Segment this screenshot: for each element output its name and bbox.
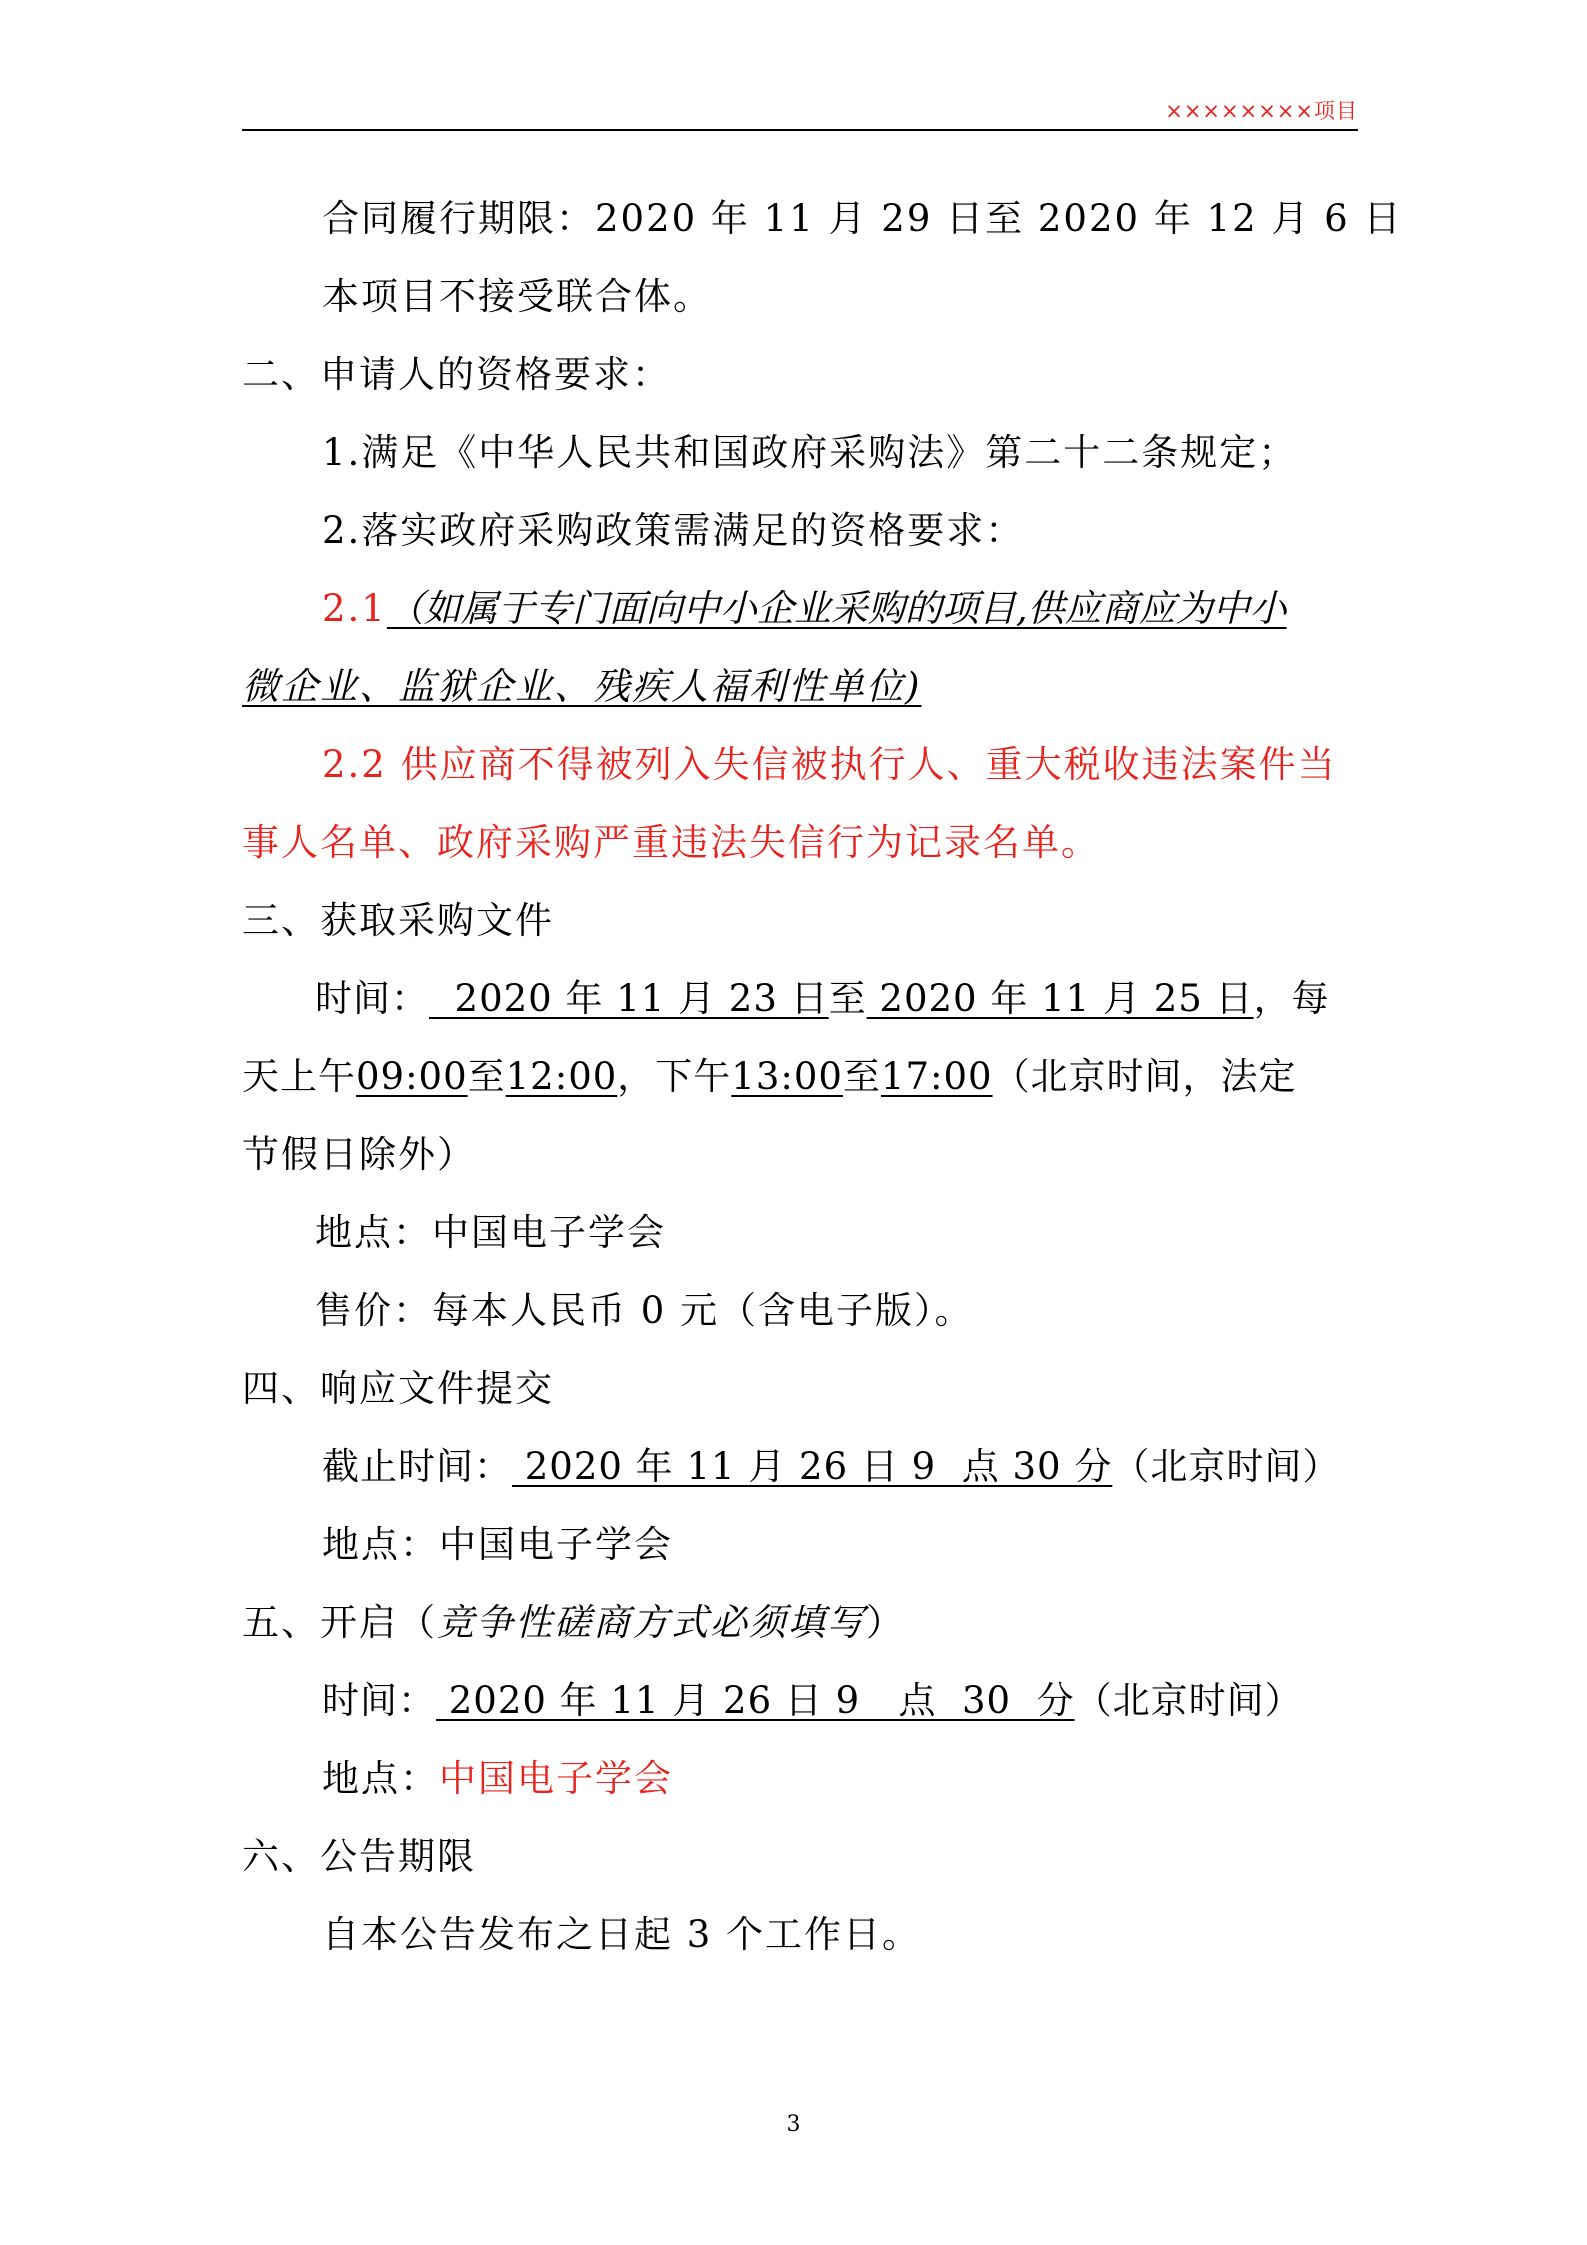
submission-deadline-label: 截止时间： bbox=[322, 1445, 512, 1488]
acquire-morning-label: 天上午 bbox=[242, 1055, 356, 1098]
no-consortium-note: 本项目不接受联合体。 bbox=[322, 275, 712, 318]
submission-deadline-timezone: （北京时间） bbox=[1112, 1445, 1341, 1488]
contract-period: 合同履行期限：2020 年 11 月 29 日至 2020 年 12 月 6 日 bbox=[322, 197, 1403, 240]
requirement-2-1-line-2 bbox=[242, 662, 1358, 712]
section-5-title-b: ） bbox=[866, 1601, 905, 1644]
acquire-am-end: 12:00 bbox=[505, 1055, 618, 1098]
requirement-2-1-number: 2.1 bbox=[322, 587, 387, 630]
acquire-time-every: ，每 bbox=[1253, 977, 1330, 1020]
requirement-2: 2.落实政府采购政策需满足的资格要求： bbox=[322, 509, 1025, 552]
section-4-title: 四、响应文件提交 bbox=[242, 1367, 554, 1410]
section-5-title bbox=[242, 1598, 1358, 1648]
acquire-afternoon-label: ，下午 bbox=[617, 1055, 732, 1098]
acquire-timezone-note: （北京时间，法定 bbox=[992, 1055, 1297, 1098]
opening-time-timezone: （北京时间） bbox=[1074, 1679, 1303, 1722]
acquire-time-start: 2020 年 11 月 23 日 bbox=[429, 977, 829, 1020]
section-5-title-note: 竞争性磋商方式必须填写 bbox=[437, 1601, 866, 1644]
acquire-price: 售价：每本人民币 0 元（含电子版）。 bbox=[315, 1289, 974, 1332]
header-divider bbox=[242, 129, 1358, 131]
requirement-2-2-line-2: 事人名单、政府采购严重违法失信行为记录名单。 bbox=[242, 821, 1100, 864]
acquire-time-end: 2020 年 11 月 25 日 bbox=[866, 977, 1254, 1020]
acquire-time-line-2 bbox=[242, 1052, 1358, 1102]
submission-deadline bbox=[322, 1442, 1358, 1492]
requirement-2-1-text-a: （如属于专门面向中小企业采购的项目,供应商应为中小 bbox=[386, 587, 1287, 630]
submission-deadline-value: 2020 年 11 月 26 日 9 点 30 分 bbox=[512, 1445, 1113, 1488]
section-3-title: 三、获取采购文件 bbox=[242, 899, 554, 942]
requirement-2-2-line-1: 2.2 供应商不得被列入失信被执行人、重大税收违法案件当 bbox=[322, 743, 1337, 786]
opening-time-value: 2020 年 11 月 26 日 9 点 30 分 bbox=[436, 1679, 1075, 1722]
requirement-1: 1.满足《中华人民共和国政府采购法》第二十二条规定； bbox=[322, 431, 1298, 474]
opening-place-label: 地点： bbox=[322, 1757, 439, 1800]
section-5-title-a: 五、开启（ bbox=[242, 1601, 437, 1644]
announcement-period: 自本公告发布之日起 3 个工作日。 bbox=[322, 1913, 922, 1956]
acquire-am-start: 09:00 bbox=[356, 1055, 468, 1098]
header-project-label: ××××××××项目 bbox=[1165, 99, 1358, 123]
acquire-time-line-3: 节假日除外） bbox=[242, 1133, 476, 1176]
section-2-title: 二、申请人的资格要求： bbox=[242, 353, 671, 396]
acquire-am-to: 至 bbox=[467, 1055, 506, 1098]
acquire-pm-to: 至 bbox=[842, 1055, 881, 1098]
acquire-pm-start: 13:00 bbox=[731, 1055, 843, 1098]
section-6-title: 六、公告期限 bbox=[242, 1835, 476, 1878]
opening-place bbox=[322, 1754, 1358, 1804]
opening-time-label: 时间： bbox=[322, 1679, 436, 1722]
acquire-time-line-1 bbox=[315, 974, 1358, 1024]
requirement-2-1-text-b: 微企业、监狱企业、残疾人福利性单位) bbox=[242, 665, 922, 708]
acquire-pm-end: 17:00 bbox=[880, 1055, 993, 1098]
submission-place: 地点：中国电子学会 bbox=[322, 1523, 673, 1566]
page-number: 3 bbox=[786, 2112, 801, 2137]
acquire-time-label: 时间： bbox=[315, 977, 429, 1020]
acquire-place: 地点：中国电子学会 bbox=[315, 1211, 666, 1254]
acquire-time-to: 至 bbox=[828, 977, 867, 1020]
opening-time bbox=[322, 1676, 1358, 1726]
opening-place-value: 中国电子学会 bbox=[439, 1757, 673, 1800]
requirement-2-1-line-1 bbox=[322, 584, 1358, 634]
